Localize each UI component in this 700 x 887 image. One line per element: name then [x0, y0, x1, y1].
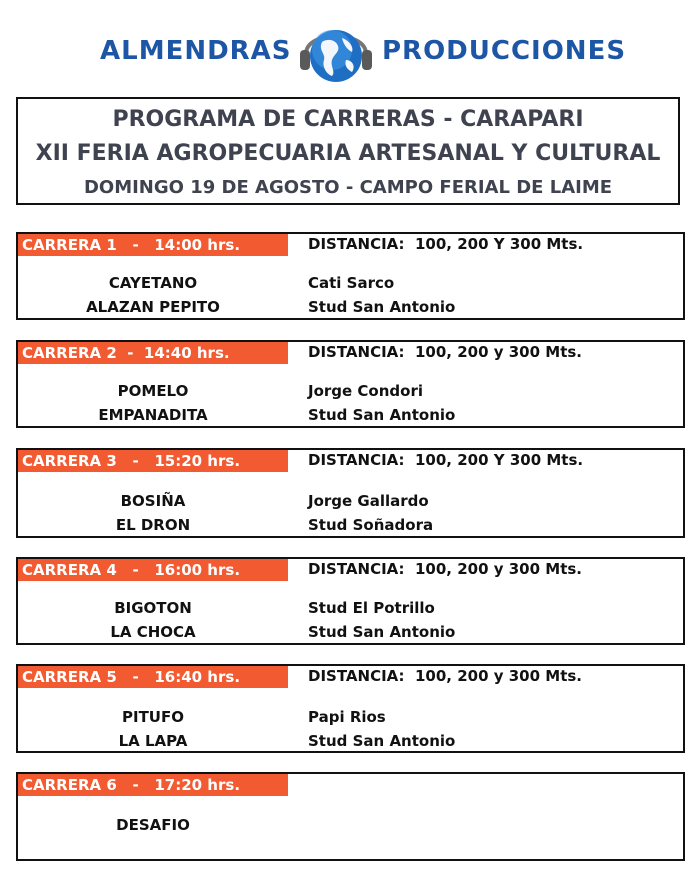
race-card — [16, 664, 685, 753]
horse-name: POMELO — [117, 382, 189, 400]
race-distance: DISTANCIA: 100, 200 y 300 Mts. — [308, 560, 583, 578]
horse-name: ALAZAN PEPITO — [86, 298, 220, 316]
program-title: PROGRAMA DE CARRERAS - CARAPARI — [112, 107, 584, 132]
owner-name: Stud San Antonio — [308, 406, 456, 424]
horse-name: BOSIÑA — [120, 492, 186, 510]
owner-name: Cati Sarco — [308, 274, 395, 292]
brand-logo — [0, 10, 700, 82]
globe-headphones-icon — [292, 16, 380, 86]
race-title-badge: CARRERA 4 - 16:00 hrs. — [18, 559, 288, 581]
race-card — [16, 772, 685, 861]
owner-name: Papi Rios — [308, 708, 386, 726]
owner-name: Jorge Gallardo — [308, 492, 429, 510]
program-header — [16, 97, 680, 205]
owner-name: Stud San Antonio — [308, 298, 456, 316]
race-title-badge: CARRERA 2 - 14:40 hrs. — [18, 342, 288, 364]
race-title-badge: CARRERA 6 - 17:20 hrs. — [18, 774, 288, 796]
horse-name: CAYETANO — [108, 274, 198, 292]
race-card — [16, 232, 685, 320]
horse-name: PITUFO — [122, 708, 184, 726]
race-card — [16, 340, 685, 428]
owner-name: Stud El Potrillo — [308, 599, 435, 617]
race-title-badge: CARRERA 5 - 16:40 hrs. — [18, 666, 288, 688]
horse-name: EMPANADITA — [98, 406, 208, 424]
row-underline — [308, 751, 504, 752]
race-card — [16, 448, 685, 538]
owner-name: Stud San Antonio — [308, 732, 456, 750]
owner-name: Stud San Antonio — [308, 623, 456, 641]
owner-name: Jorge Condori — [308, 382, 423, 400]
horse-name: BIGOTON — [114, 599, 192, 617]
race-distance: DISTANCIA: 100, 200 y 300 Mts. — [308, 667, 583, 685]
brand-name-left: ALMENDRAS — [100, 36, 292, 66]
brand-name-right: PRODUCCIONES — [382, 36, 627, 66]
race-distance: DISTANCIA: 100, 200 Y 300 Mts. — [308, 451, 584, 469]
owner-name: Stud Soñadora — [308, 516, 434, 534]
horse-name: LA LAPA — [118, 732, 188, 750]
race-title-badge: CARRERA 1 - 14:00 hrs. — [18, 234, 288, 256]
race-distance: DISTANCIA: 100, 200 y 300 Mts. — [308, 343, 583, 361]
race-title-badge: CARRERA 3 - 15:20 hrs. — [18, 450, 288, 472]
event-name: XII FERIA AGROPECUARIA ARTESANAL Y CULTURAL — [35, 141, 661, 166]
event-date-location: DOMINGO 19 DE AGOSTO - CAMPO FERIAL DE LAIME — [83, 177, 613, 198]
horse-name: DESAFIO — [116, 816, 190, 834]
race-card — [16, 557, 685, 645]
horse-name: EL DRON — [115, 516, 191, 534]
horse-name: LA CHOCA — [110, 623, 196, 641]
race-distance: DISTANCIA: 100, 200 Y 300 Mts. — [308, 235, 584, 253]
